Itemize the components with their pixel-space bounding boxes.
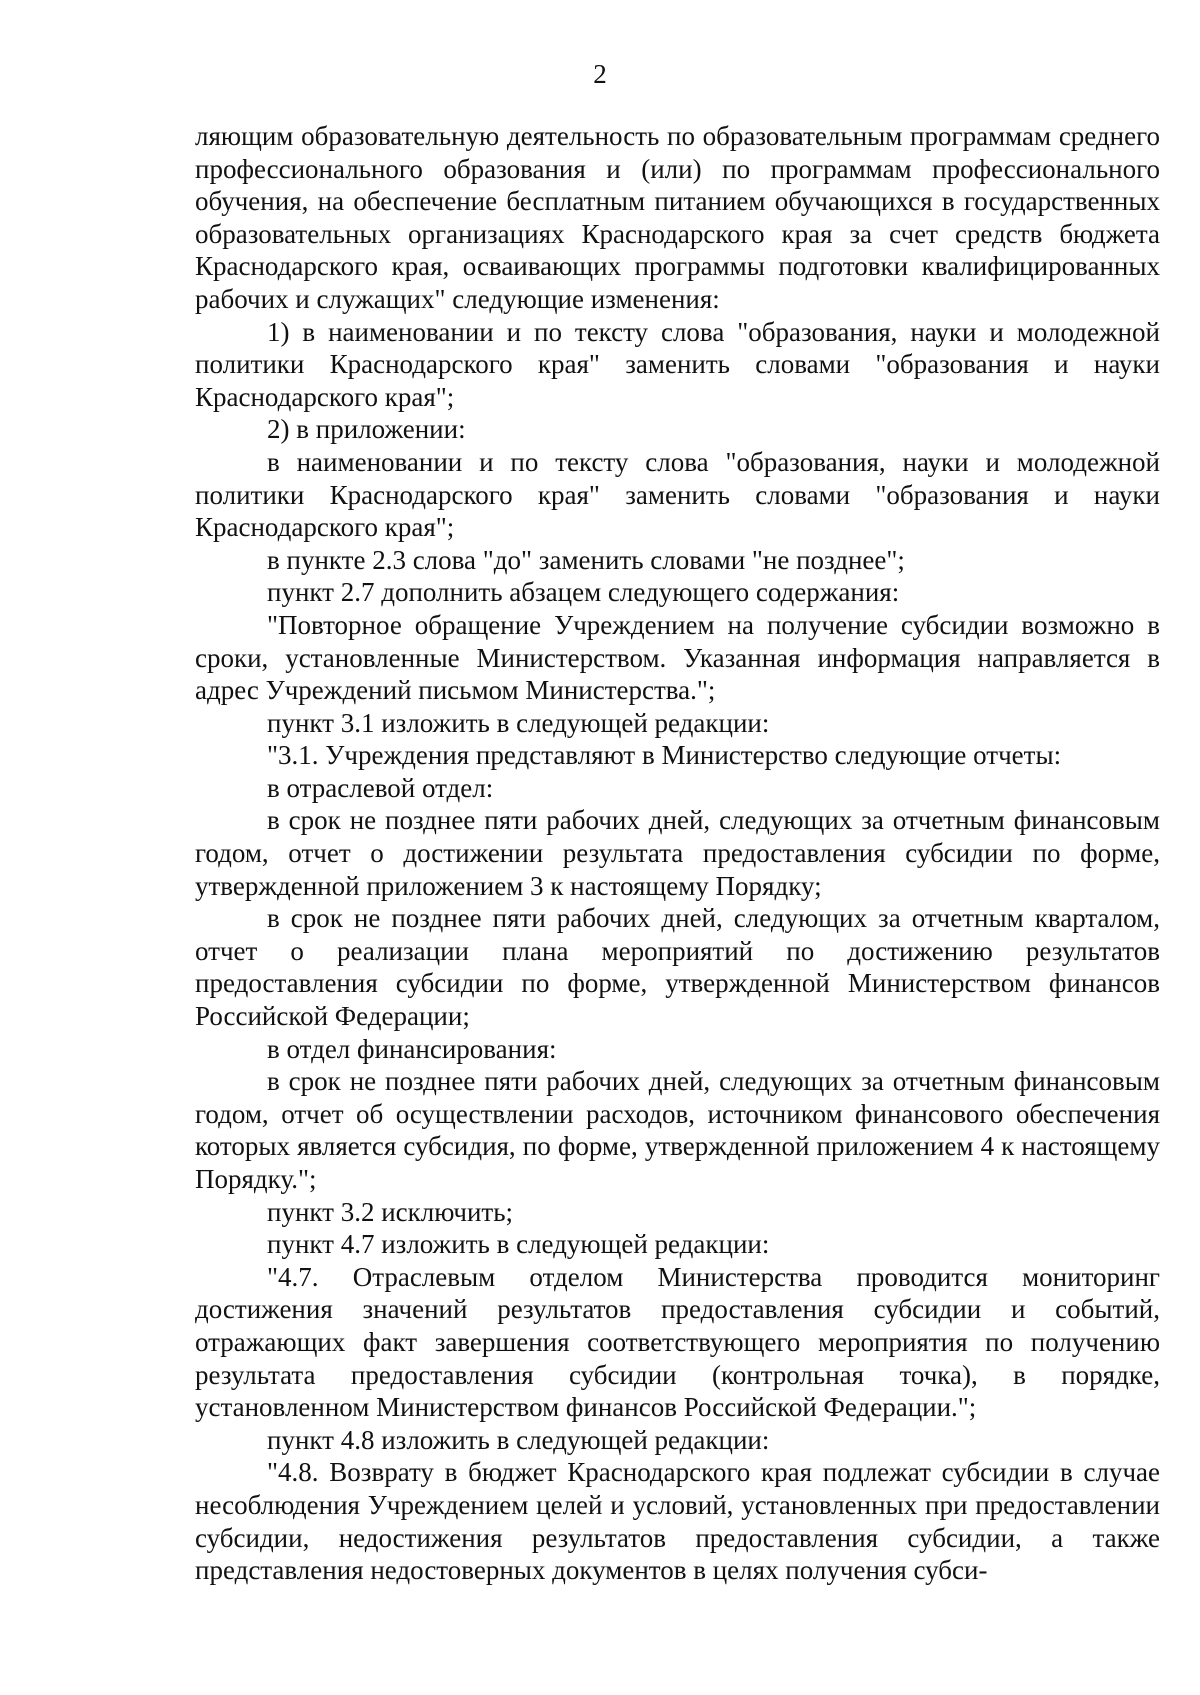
paragraph-annual-report: в срок не позднее пяти рабочих дней, следующих за отчетным финансовым годом, отчет о достижении результата предоставления субсидии по форме, утвержденной приложением 3 к настоящему Порядку; [195,805,1160,901]
paragraph-expense-report: в срок не позднее пяти рабочих дней, следующих за отчетным финансовым годом, отчет об осуществлении расходов, источником финансового обеспечения которых является субсидия, по форме, утвержденной приложением 4 к настоящему Порядку."; [195,1066,1160,1194]
paragraph-clause-2-7: пункт 2.7 дополнить абзацем следующего содержания: [267,577,900,608]
paragraph-clause-2-7-text: "Повторное обращение Учреждением на получение субсидии возможно в сроки, установленные Министерством. Указанная информация направляется в адрес Учреждений письмом Министерства."; [195,609,1160,706]
paragraph-finance-department: в отдел финансирования: [267,1033,557,1064]
paragraph-quarterly-report: в срок не позднее пяти рабочих дней, следующих за отчетным кварталом, отчет о реализации плана мероприятий по достижению результатов предоставления субсидии по форме, утвержденной Министерством финансов Российской Федерации; [195,903,1160,1032]
paragraph-intro-continuation: ляющим образовательную деятельность по образовательным программам среднего профессионального образования и (или) по программам профессионального обучения, на обеспечение бесплатным питанием обучающихся в государственных образовательных организациях Краснодарского края за счет средств бюджета Краснодарского края, осваивающих программы подготовки квалифицированных рабочих и служащих" следующие изменения: [195,121,1160,314]
paragraph-clause-4-7-text: "4.7. Отраслевым отделом Министерства проводится мониторинг достижения значений результатов предоставления субсидии и событий, отражающих факт завершения соответствующего мероприятия по получению результата предоставления субсидии (контрольная точка), в порядке, установленном Министерством финансов Российской Федерации."; [195,1261,1160,1423]
paragraph-clause-3-1-text: "3.1. Учреждения представляют в Министерство следующие отчеты: [267,740,1062,771]
paragraph-clause-3-2: пункт 3.2 исключить; [267,1196,514,1227]
paragraph-clause-2-3: в пункте 2.3 слова "до" заменить словами "не позднее"; [267,544,905,575]
paragraph-clause-4-8-text: "4.8. Возврату в бюджет Краснодарского края подлежат субсидии в случае несоблюдения Учреждением целей и условий, установленных при предоставлении субсидии, недостижения результатов предоставления субсидии, а также представления недостоверных документов в целях получения субси- [195,1457,1160,1586]
paragraph-clause-4-8: пункт 4.8 изложить в следующей редакции: [267,1424,770,1455]
page-number: 2 [593,59,607,89]
paragraph-industry-department: в отраслевой отдел: [267,772,494,803]
paragraph-rename: в наименовании и по тексту слова "образования, науки и молодежной политики Краснодарского края" заменить словами "образования и науки Краснодарского края"; [195,446,1160,543]
paragraph-item-1: 1) в наименовании и по тексту слова "образования, науки и молодежной политики Краснодарского края" заменить словами "образования и науки Краснодарского края"; [195,316,1160,412]
paragraph-clause-4-7: пункт 4.7 изложить в следующей редакции: [267,1229,770,1260]
paragraph-clause-3-1: пункт 3.1 изложить в следующей редакции: [267,707,770,738]
document-body [195,120,1160,1587]
paragraph-item-2: 2) в приложении: [267,414,466,445]
